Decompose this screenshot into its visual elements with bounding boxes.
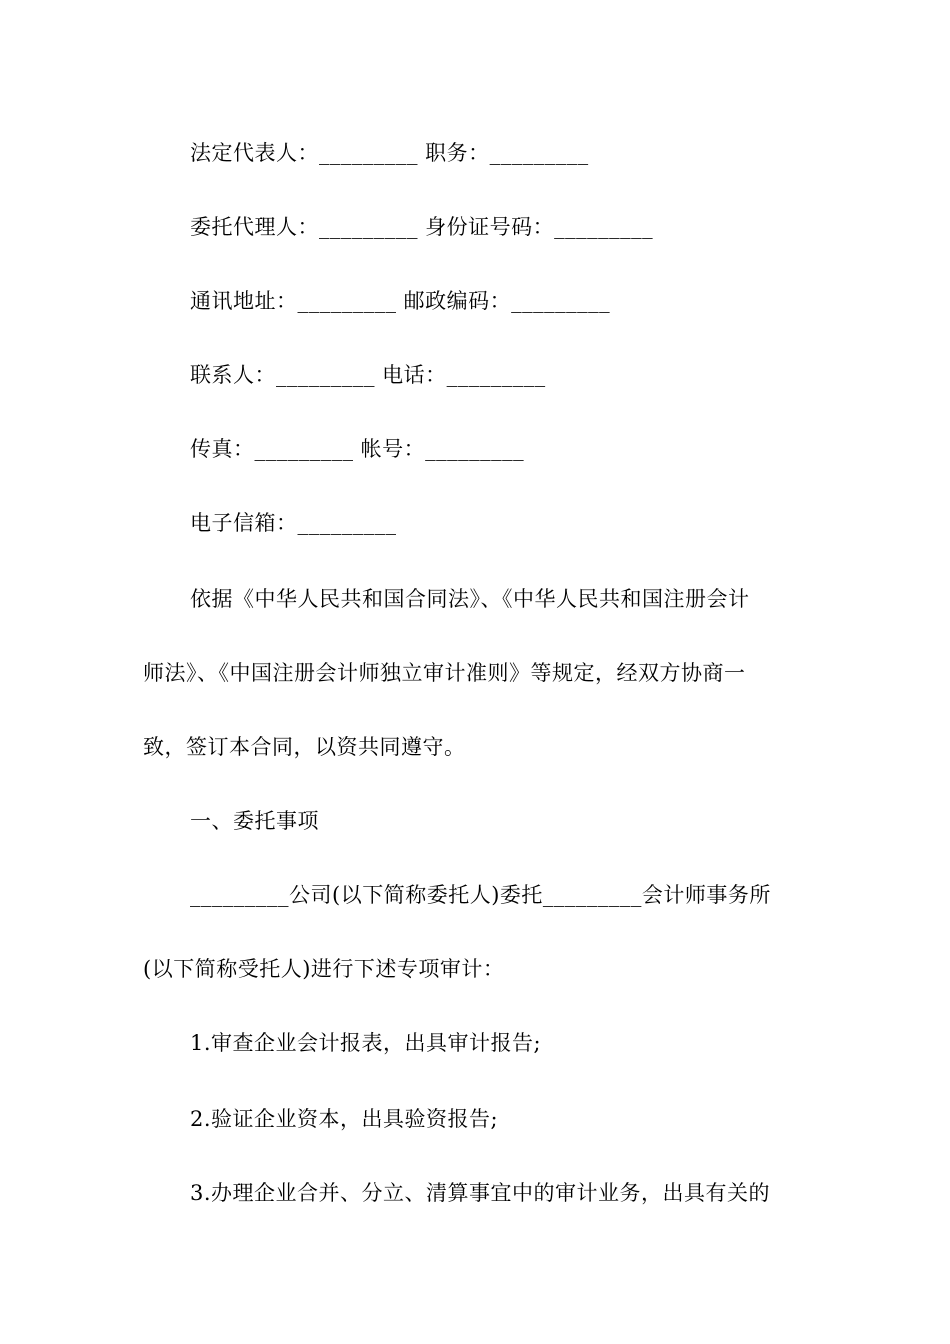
section-body-line-1: _________公司(以下简称委托人)委托_________会计师事务所 — [190, 883, 771, 907]
field-email: 电子信箱：_________ — [190, 511, 397, 535]
section-title: 一、委托事项 — [190, 809, 319, 833]
preamble-line-3: 致，签订本合同，以资共同遵守。 — [143, 735, 466, 759]
field-fax: 传真：_________ 帐号：_________ — [190, 437, 525, 461]
field-legal-representative: 法定代表人：_________ 职务：_________ — [190, 141, 589, 165]
preamble-line-2: 师法》、《中国注册会计师独立审计准则》等规定，经双方协商一 — [143, 661, 746, 685]
field-contact-person: 联系人：_________ 电话：_________ — [190, 363, 546, 387]
field-mailing-address: 通讯地址：_________ 邮政编码：_________ — [190, 289, 611, 313]
field-authorized-agent: 委托代理人：_________ 身份证号码：_________ — [190, 215, 654, 239]
list-item: 3.办理企业合并、分立、清算事宜中的审计业务，出具有关的 — [190, 1181, 771, 1205]
preamble-line-1: 依据《中华人民共和国合同法》、《中华人民共和国注册会计 — [190, 587, 750, 611]
section-body-line-2: (以下简称受托人)进行下述专项审计： — [143, 957, 505, 981]
list-item: 2.验证企业资本，出具验资报告; — [190, 1107, 499, 1131]
list-item: 1.审查企业会计报表，出具审计报告; — [190, 1031, 542, 1055]
